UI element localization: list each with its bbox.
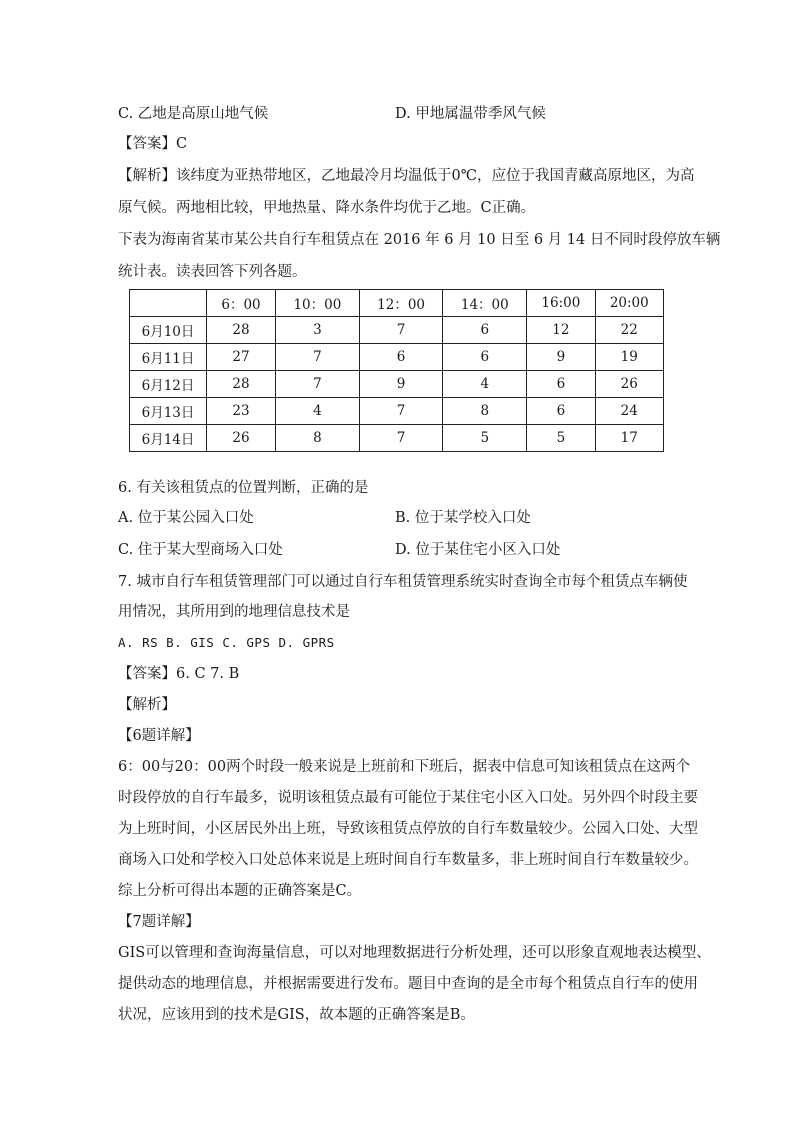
table-cell: 19 <box>595 344 663 371</box>
question-6-option-a: A. 位于某公园入口处 <box>118 510 254 526</box>
table-cell-date: 6月13日 <box>130 398 207 425</box>
table-cell: 7 <box>359 317 443 344</box>
table-cell: 6 <box>527 398 595 425</box>
table-header-cell: 14：00 <box>443 290 527 317</box>
table-header-cell: 20:00 <box>595 290 663 317</box>
question-6-option-b: B. 位于某学校入口处 <box>395 510 531 526</box>
table-cell: 24 <box>595 398 663 425</box>
table-cell: 5 <box>527 425 595 452</box>
table-cell: 7 <box>359 425 443 452</box>
table-cell: 28 <box>207 371 276 398</box>
table-header-row <box>130 290 664 317</box>
table-header-cell: 12：00 <box>359 290 443 317</box>
table-cell: 28 <box>207 317 276 344</box>
question-7-line-2: 用情况，其所用到的地理信息技术是 <box>118 604 350 620</box>
table-header-cell: 6：00 <box>207 290 276 317</box>
table-cell-date: 6月12日 <box>130 371 207 398</box>
question-7-detail-line-3: 状况，应该用到的技术是GIS，故本题的正确答案是B。 <box>118 1007 475 1023</box>
question-7-options: A. RS B. GIS C. GPS D. GPRS <box>118 635 335 650</box>
table-cell: 7 <box>276 371 360 398</box>
question-7-detail-heading: 【7题详解】 <box>118 914 200 930</box>
question-7-detail-line-1: GIS可以管理和查询海量信息，可以对地理数据进行分析处理，还可以形象直观地表达模型、 <box>118 945 711 961</box>
table-cell: 7 <box>276 344 360 371</box>
table-cell: 6 <box>359 344 443 371</box>
option-c-prev: C. 乙地是高原山地气候 <box>118 106 269 122</box>
analysis-1-line-2: 原气候。两地相比较，甲地热量、降水条件均优于乙地。C正确。 <box>118 200 536 216</box>
table-cell-date: 6月10日 <box>130 317 207 344</box>
question-6-option-c: C. 住于某大型商场入口处 <box>118 542 283 558</box>
question-6-detail-line-5: 综上分析可得出本题的正确答案是C。 <box>118 883 362 899</box>
table-cell: 8 <box>443 398 527 425</box>
table-cell: 26 <box>595 371 663 398</box>
table-cell: 12 <box>527 317 595 344</box>
analysis-2-heading: 【解析】 <box>118 697 176 713</box>
table-cell: 3 <box>276 317 360 344</box>
table-cell: 4 <box>443 371 527 398</box>
table-cell-date: 6月14日 <box>130 425 207 452</box>
table-intro-line-1: 下表为海南省某市某公共自行车租赁点在 2016 年 6 月 10 日至 6 月 14 日不同时段停放车辆 <box>118 232 721 248</box>
option-d-prev: D. 甲地属温带季风气候 <box>395 106 546 122</box>
question-6-detail-line-4: 商场入口处和学校入口处总体来说是上班时间自行车数量多，非上班时间自行车数量较少。 <box>118 852 698 868</box>
table-cell: 27 <box>207 344 276 371</box>
table-cell-date: 6月11日 <box>130 344 207 371</box>
table-cell: 22 <box>595 317 663 344</box>
table-row <box>130 425 664 452</box>
table-row <box>130 371 664 398</box>
table-cell: 5 <box>443 425 527 452</box>
table-row <box>130 398 664 425</box>
table-cell: 8 <box>276 425 360 452</box>
answer-2: 【答案】6. C 7. B <box>118 666 240 682</box>
table-cell: 6 <box>443 344 527 371</box>
table-row <box>130 344 664 371</box>
question-6-detail-line-1: 6：00与20：00两个时段一般来说是上班前和下班后，据表中信息可知该租赁点在这两个 <box>118 759 691 775</box>
question-7-detail-line-2: 提供动态的地理信息，并根据需要进行发布。题目中查询的是全市每个租赁点自行车的使用 <box>118 976 698 992</box>
table-header-cell: 10：00 <box>276 290 360 317</box>
question-6-option-d: D. 位于某住宅小区入口处 <box>395 542 561 558</box>
table-row <box>130 317 664 344</box>
analysis-1-line-1: 【解析】该纬度为亚热带地区，乙地最冷月均温低于0℃，应位于我国青藏高原地区，为高 <box>118 168 695 184</box>
answer-1: 【答案】C <box>118 136 188 152</box>
question-6-detail-heading: 【6题详解】 <box>118 728 200 744</box>
question-6-detail-line-3: 为上班时间，小区居民外出上班，导致该租赁点停放的自行车数量较少。公园入口处、大型 <box>118 821 698 837</box>
table-cell: 6 <box>527 371 595 398</box>
question-6: 6. 有关该租赁点的位置判断，正确的是 <box>118 480 369 496</box>
table-header-cell: 16:00 <box>527 290 595 317</box>
table-cell: 26 <box>207 425 276 452</box>
table-cell: 9 <box>359 371 443 398</box>
table-header-cell <box>130 290 207 317</box>
table-cell: 17 <box>595 425 663 452</box>
question-7-line-1: 7. 城市自行车租赁管理部门可以通过自行车租赁管理系统实时查询全市每个租赁点车辆使 <box>118 574 688 590</box>
table-intro-line-2: 统计表。读表回答下列各题。 <box>118 264 307 280</box>
bike-rental-table <box>129 289 664 452</box>
table-cell: 23 <box>207 398 276 425</box>
question-6-detail-line-2: 时段停放的自行车最多，说明该租赁点最有可能位于某住宅小区入口处。另外四个时段主要 <box>118 790 698 806</box>
table-cell: 6 <box>443 317 527 344</box>
table-cell: 7 <box>359 398 443 425</box>
table-cell: 9 <box>527 344 595 371</box>
table-cell: 4 <box>276 398 360 425</box>
